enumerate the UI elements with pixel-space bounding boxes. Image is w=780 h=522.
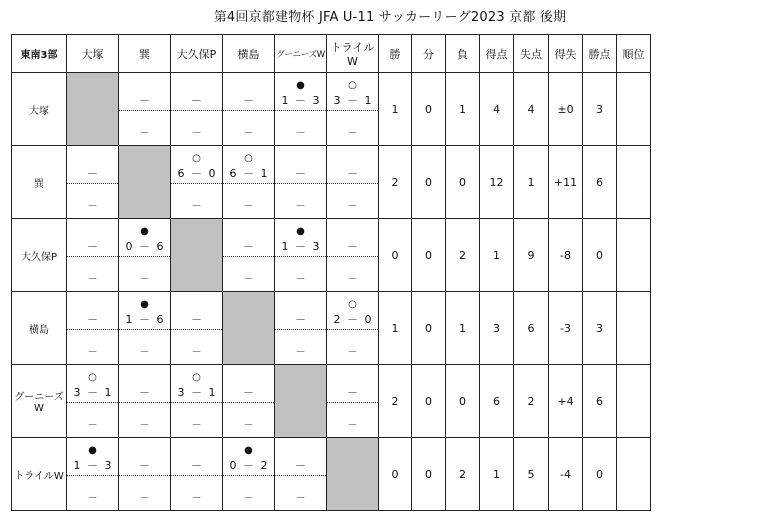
opponent-header: 大久保P — [171, 35, 223, 73]
result-mark: ○ — [192, 372, 201, 383]
team-row — [12, 365, 651, 438]
result-mark — [171, 444, 222, 458]
second-leg-score: － — [87, 493, 98, 504]
stat-draws: 0 — [412, 438, 446, 511]
second-leg-score: － — [295, 493, 306, 504]
second-leg-score: － — [347, 128, 358, 139]
result-mark: ● — [296, 226, 305, 237]
result-mark: ○ — [192, 153, 201, 164]
match-cell — [223, 365, 275, 438]
match-score: － — [243, 94, 254, 107]
dotted-divider — [171, 402, 222, 403]
result-mark — [327, 371, 378, 385]
match-cell — [327, 73, 379, 146]
stat-rank — [617, 438, 651, 511]
result-mark — [275, 298, 326, 312]
dotted-divider — [119, 110, 170, 111]
second-leg-score: － — [139, 347, 150, 358]
stat-wins: 0 — [379, 219, 412, 292]
dotted-divider — [171, 329, 222, 330]
result-mark — [327, 225, 378, 239]
page-title: 第4回京都建物杯 JFA U-11 サッカーリーグ2023 京都 後期 — [213, 10, 567, 25]
dotted-divider — [171, 475, 222, 476]
dotted-divider — [327, 329, 378, 330]
second-leg-score: － — [243, 493, 254, 504]
second-leg-score: － — [243, 274, 254, 285]
stat-losses: 1 — [446, 292, 480, 365]
dotted-divider — [275, 329, 326, 330]
match-score: － — [191, 313, 202, 326]
stat-points: 3 — [583, 292, 617, 365]
match-score: － — [87, 313, 98, 326]
second-leg-score: － — [191, 128, 202, 139]
result-mark: ○ — [348, 80, 357, 91]
match-score: 3 － 1 — [333, 94, 372, 107]
match-cell — [119, 365, 171, 438]
header-row — [12, 35, 651, 73]
stat-draws: 0 — [412, 146, 446, 219]
dotted-divider — [171, 183, 222, 184]
second-leg-score: － — [347, 274, 358, 285]
dotted-divider — [67, 475, 118, 476]
stat-losses: 1 — [446, 73, 480, 146]
result-mark — [223, 371, 274, 385]
dotted-divider — [119, 256, 170, 257]
dotted-divider — [171, 110, 222, 111]
team-row — [12, 146, 651, 219]
stat-goals-for: 4 — [480, 73, 514, 146]
second-leg-score: － — [87, 201, 98, 212]
second-leg-score: － — [191, 493, 202, 504]
dotted-divider — [67, 402, 118, 403]
match-cell — [275, 438, 327, 511]
stat-goals-for: 3 — [480, 292, 514, 365]
stat-header-goal-diff: 得失 — [549, 35, 583, 73]
result-mark: ● — [296, 80, 305, 91]
dotted-divider — [275, 183, 326, 184]
result-mark: ● — [244, 445, 253, 456]
result-mark — [171, 79, 222, 93]
match-cell — [67, 365, 119, 438]
result-mark — [327, 152, 378, 166]
dotted-divider — [275, 256, 326, 257]
dotted-divider — [119, 329, 170, 330]
team-name: グーニーズW — [12, 365, 67, 438]
stat-goals-against: 6 — [514, 292, 549, 365]
dotted-divider — [223, 256, 274, 257]
second-leg-score: － — [347, 347, 358, 358]
result-mark — [223, 225, 274, 239]
match-cell — [223, 438, 275, 511]
stat-losses: 0 — [446, 146, 480, 219]
stat-draws: 0 — [412, 73, 446, 146]
dotted-divider — [119, 475, 170, 476]
stat-wins: 2 — [379, 365, 412, 438]
match-cell — [171, 365, 223, 438]
match-score: 0 － 6 — [125, 240, 164, 253]
stat-goals-against: 4 — [514, 73, 549, 146]
stat-losses: 2 — [446, 438, 480, 511]
match-score: － — [139, 459, 150, 472]
stat-losses: 2 — [446, 219, 480, 292]
stat-rank — [617, 73, 651, 146]
result-mark — [171, 298, 222, 312]
stat-points: 6 — [583, 365, 617, 438]
dotted-divider — [67, 256, 118, 257]
stat-goal-diff: -3 — [549, 292, 583, 365]
match-score: 2 － 0 — [333, 313, 372, 326]
result-mark: ● — [88, 445, 97, 456]
second-leg-score: － — [243, 201, 254, 212]
division-label: 東南3部 — [12, 35, 67, 73]
dotted-divider — [327, 110, 378, 111]
dotted-divider — [67, 183, 118, 184]
stat-draws: 0 — [412, 292, 446, 365]
dotted-divider — [119, 402, 170, 403]
self-match-cell — [171, 219, 223, 292]
team-row — [12, 73, 651, 146]
second-leg-score: － — [295, 274, 306, 285]
stat-losses: 0 — [446, 365, 480, 438]
match-score: － — [87, 240, 98, 253]
team-name: 大塚 — [12, 73, 67, 146]
match-cell — [275, 146, 327, 219]
stat-header-goals-for: 得点 — [480, 35, 514, 73]
match-cell — [119, 219, 171, 292]
stat-goal-diff: ±0 — [549, 73, 583, 146]
dotted-divider — [223, 475, 274, 476]
second-leg-score: － — [87, 420, 98, 431]
stat-goal-diff: +11 — [549, 146, 583, 219]
stat-wins: 2 — [379, 146, 412, 219]
match-score: 1 － 3 — [281, 94, 320, 107]
opponent-header: 大塚 — [67, 35, 119, 73]
stat-points: 3 — [583, 73, 617, 146]
dotted-divider — [223, 183, 274, 184]
opponent-header: 横島 — [223, 35, 275, 73]
match-cell — [223, 146, 275, 219]
result-mark — [119, 444, 170, 458]
stat-draws: 0 — [412, 219, 446, 292]
match-score: 1 － 3 — [73, 459, 112, 472]
match-score: － — [139, 386, 150, 399]
second-leg-score: － — [191, 201, 202, 212]
match-cell — [67, 438, 119, 511]
match-cell — [119, 73, 171, 146]
league-table — [11, 34, 651, 511]
match-cell — [275, 292, 327, 365]
self-match-cell — [327, 438, 379, 511]
stat-goals-against: 5 — [514, 438, 549, 511]
second-leg-score: － — [139, 128, 150, 139]
result-mark — [275, 444, 326, 458]
stat-goals-for: 12 — [480, 146, 514, 219]
dotted-divider — [327, 256, 378, 257]
match-score: － — [87, 167, 98, 180]
match-cell — [67, 292, 119, 365]
stat-goal-diff: +4 — [549, 365, 583, 438]
team-row — [12, 438, 651, 511]
stat-points: 6 — [583, 146, 617, 219]
result-mark: ○ — [348, 299, 357, 310]
second-leg-score: － — [139, 274, 150, 285]
opponent-header: 巽 — [119, 35, 171, 73]
result-mark: ○ — [244, 153, 253, 164]
second-leg-score: － — [347, 201, 358, 212]
stat-header-points: 勝点 — [583, 35, 617, 73]
stat-points: 0 — [583, 438, 617, 511]
result-mark — [67, 152, 118, 166]
result-mark — [67, 298, 118, 312]
stat-goals-for: 1 — [480, 438, 514, 511]
team-name: 巽 — [12, 146, 67, 219]
match-score: 3 － 1 — [73, 386, 112, 399]
match-cell — [327, 292, 379, 365]
match-cell — [119, 292, 171, 365]
second-leg-score: － — [139, 493, 150, 504]
match-score: － — [191, 459, 202, 472]
second-leg-score: － — [243, 420, 254, 431]
match-cell — [223, 219, 275, 292]
self-match-cell — [67, 73, 119, 146]
result-mark — [67, 225, 118, 239]
dotted-divider — [67, 329, 118, 330]
result-mark — [223, 79, 274, 93]
match-score: 0 － 2 — [229, 459, 268, 472]
stat-goals-for: 1 — [480, 219, 514, 292]
match-score: － — [295, 459, 306, 472]
stat-rank — [617, 146, 651, 219]
match-score: － — [347, 386, 358, 399]
match-score: 6 － 1 — [229, 167, 268, 180]
result-mark — [119, 79, 170, 93]
second-leg-score: － — [295, 347, 306, 358]
second-leg-score: － — [191, 420, 202, 431]
self-match-cell — [119, 146, 171, 219]
self-match-cell — [275, 365, 327, 438]
dotted-divider — [223, 402, 274, 403]
stat-wins: 1 — [379, 73, 412, 146]
stat-draws: 0 — [412, 365, 446, 438]
stat-rank — [617, 219, 651, 292]
match-score: － — [295, 167, 306, 180]
team-name: トライルW — [12, 438, 67, 511]
match-score: － — [243, 386, 254, 399]
dotted-divider — [327, 402, 378, 403]
stat-points: 0 — [583, 219, 617, 292]
stat-goal-diff: -8 — [549, 219, 583, 292]
match-cell — [171, 146, 223, 219]
team-name: 大久保P — [12, 219, 67, 292]
result-mark: ● — [140, 299, 149, 310]
match-cell — [67, 219, 119, 292]
match-cell — [327, 219, 379, 292]
team-name: 横島 — [12, 292, 67, 365]
stat-header-draws: 分 — [412, 35, 446, 73]
second-leg-score: － — [347, 420, 358, 431]
match-score: － — [191, 94, 202, 107]
stat-goals-against: 1 — [514, 146, 549, 219]
match-score: － — [139, 94, 150, 107]
match-cell — [223, 73, 275, 146]
stat-goals-against: 2 — [514, 365, 549, 438]
match-score: － — [295, 313, 306, 326]
stat-header-losses: 負 — [446, 35, 480, 73]
dotted-divider — [275, 475, 326, 476]
match-cell — [275, 73, 327, 146]
result-mark — [119, 371, 170, 385]
match-cell — [119, 438, 171, 511]
result-mark: ● — [140, 226, 149, 237]
dotted-divider — [275, 110, 326, 111]
stat-header-goals-against: 失点 — [514, 35, 549, 73]
match-cell — [327, 146, 379, 219]
stat-rank — [617, 365, 651, 438]
stat-goals-against: 9 — [514, 219, 549, 292]
match-score: 1 － 3 — [281, 240, 320, 253]
match-score: － — [347, 240, 358, 253]
second-leg-score: － — [139, 420, 150, 431]
stat-goal-diff: -4 — [549, 438, 583, 511]
match-cell — [327, 365, 379, 438]
stat-header-wins: 勝 — [379, 35, 412, 73]
match-score: 1 － 6 — [125, 313, 164, 326]
match-score: － — [243, 240, 254, 253]
result-mark — [275, 152, 326, 166]
team-row — [12, 292, 651, 365]
second-leg-score: － — [295, 128, 306, 139]
stat-header-rank: 順位 — [617, 35, 651, 73]
opponent-header: グーニーズW — [275, 35, 327, 73]
second-leg-score: － — [191, 347, 202, 358]
dotted-divider — [223, 110, 274, 111]
match-cell — [275, 219, 327, 292]
match-cell — [171, 438, 223, 511]
second-leg-score: － — [87, 274, 98, 285]
match-score: － — [347, 167, 358, 180]
match-score: 3 － 1 — [177, 386, 216, 399]
second-leg-score: － — [295, 201, 306, 212]
dotted-divider — [327, 183, 378, 184]
match-score: 6 － 0 — [177, 167, 216, 180]
self-match-cell — [223, 292, 275, 365]
match-cell — [67, 146, 119, 219]
stat-wins: 0 — [379, 438, 412, 511]
opponent-header: トライルW — [327, 35, 379, 73]
match-cell — [171, 292, 223, 365]
second-leg-score: － — [243, 128, 254, 139]
stat-goals-for: 6 — [480, 365, 514, 438]
team-row — [12, 219, 651, 292]
match-cell — [171, 73, 223, 146]
stat-wins: 1 — [379, 292, 412, 365]
second-leg-score: － — [87, 347, 98, 358]
result-mark: ○ — [88, 372, 97, 383]
stat-rank — [617, 292, 651, 365]
